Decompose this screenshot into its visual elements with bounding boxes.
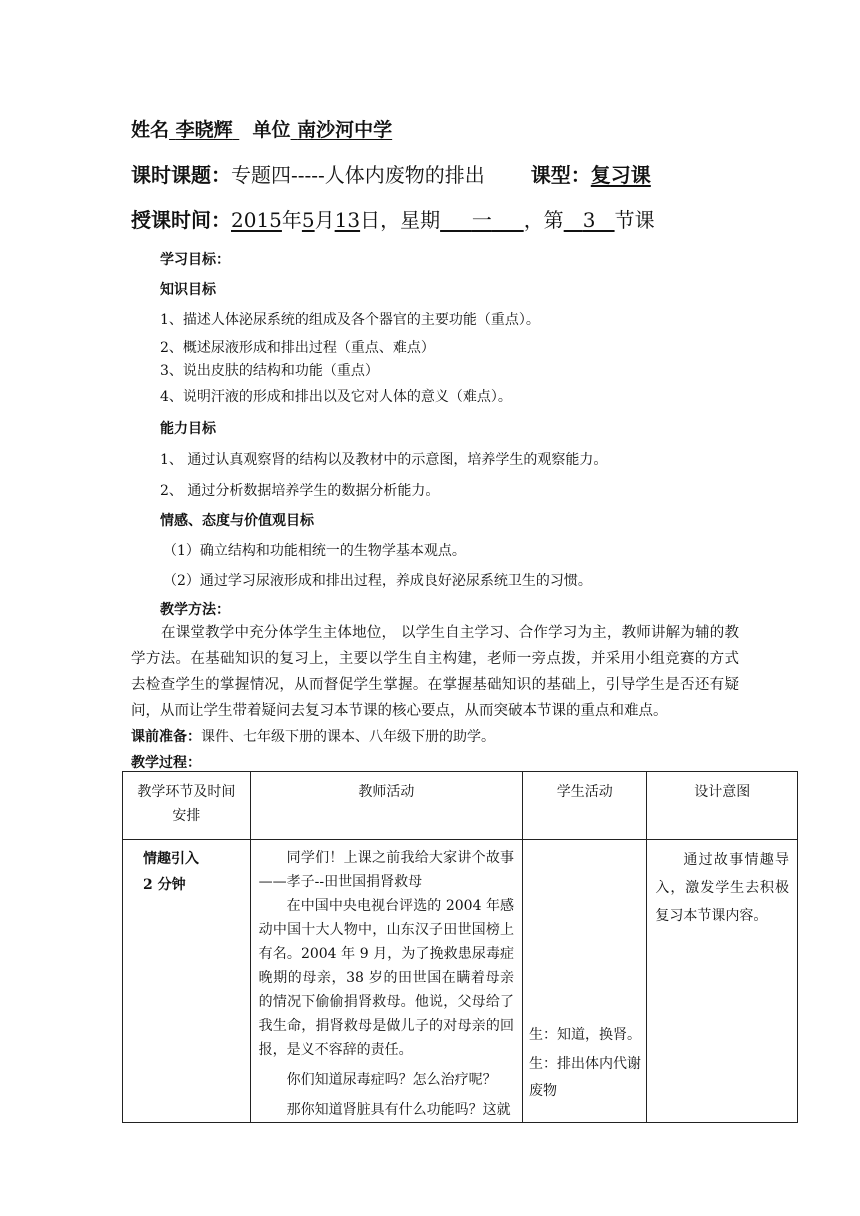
period-suffix: 节课 — [614, 208, 655, 232]
knowledge-item: 2、概述尿液形成和排出过程（重点、难点） — [160, 340, 435, 356]
teacher-paragraph: 同学们！上课之前我给大家讲个故事——孝子--田世国捐肾救母 — [258, 850, 515, 890]
day-value: 13 — [334, 208, 361, 232]
header-design: 设计意图 — [647, 772, 798, 840]
table-row — [123, 840, 798, 1123]
stage-cell — [123, 840, 251, 1123]
design-intent-cell: 通过故事情趣导入，激发学生去积极复习本节课内容。 — [647, 840, 798, 1123]
student-activity-cell — [523, 840, 647, 1123]
unit-value: 南沙河中学 — [297, 119, 393, 141]
day-suffix: 日，星期 — [360, 208, 441, 232]
student-line: 废物 — [529, 1083, 558, 1099]
knowledge-item: 4、说明汗液的形成和排出以及它对人体的意义（难点）。 — [160, 389, 512, 405]
year-suffix: 年 — [281, 208, 302, 232]
knowledge-item: 1、描述人体泌尿系统的组成及各个器官的主要功能（重点）。 — [160, 312, 540, 328]
month-value: 5 — [301, 208, 315, 232]
teacher-paragraph: 你们知道尿毒症吗？怎么治疗呢？ — [286, 1072, 497, 1088]
process-title: 教学过程： — [131, 755, 201, 771]
name-unit-line — [131, 115, 392, 142]
period-prefix: ，第 — [523, 208, 564, 232]
name-value: 李晓辉 — [175, 119, 233, 141]
weekday-value: 一 — [471, 208, 492, 232]
topic-label: 课时课题： — [131, 163, 231, 187]
method-title: 教学方法： — [160, 602, 230, 618]
time-label: 授课时间： — [131, 208, 231, 232]
teacher-paragraph: 那你知道肾脏具有什么功能吗？这就 — [286, 1102, 511, 1118]
knowledge-title: 知识目标 — [160, 282, 216, 298]
knowledge-item: 3、说出皮肤的结构和功能（重点） — [160, 363, 379, 379]
objectives-title: 学习目标： — [160, 252, 230, 268]
prep-line — [131, 726, 495, 746]
method-paragraph: 在课堂教学中充分体学生主体地位， 以学生自主学习、合作学习为主，教师讲解为辅的教学方法。在基础知识的复习上，主要以学生自主构建，老师一旁点拨，并采用小组竞赛的方式去检查学生的掌握情况，从而督促学生掌握。在掌握基础知识的基础上，引导学生是否还有疑问，从而让学生带着疑问去复习本节课的核心要点，从而突破本节课的重点和难点。 — [131, 625, 739, 719]
type-label: 课型： — [530, 163, 591, 187]
process-table — [122, 771, 798, 1123]
stage-name: 情趣引入 — [143, 851, 199, 867]
ability-title: 能力目标 — [160, 421, 216, 437]
emotion-item: （2）通过学习尿液形成和排出过程，养成良好泌尿系统卫生的习惯。 — [163, 573, 592, 589]
student-line: 生：排出体内代谢 — [529, 1056, 642, 1072]
header-student: 学生活动 — [523, 772, 647, 840]
header-teacher: 教师活动 — [250, 772, 522, 840]
period-value: 3 — [582, 208, 596, 232]
header-stage: 教学环节及时间安排 — [123, 772, 251, 840]
student-line: 生：知道，换肾。 — [529, 1027, 642, 1043]
emotion-item: （1）确立结构和功能相统一的生物学基本观点。 — [163, 543, 466, 559]
topic-line — [131, 159, 651, 188]
teacher-paragraph: 在中国中央电视台评选的 2004 年感动中国十大人物中，山东汉子田世国榜上有名。2004 年 9 月，为了挽救患尿毒症晚期的母亲，38 岁的田世国在瞒着母亲的情况下偷偷捐肾救母。他说，父母给了我生命，捐肾救母是做儿子的对母亲的回报，是义不容辞的责任。 — [258, 898, 515, 1058]
month-suffix: 月 — [314, 208, 335, 232]
teacher-activity-cell — [250, 840, 522, 1123]
prep-label: 课前准备： — [131, 729, 201, 745]
stage-duration: 2 分钟 — [143, 877, 186, 893]
emotion-title: 情感、态度与价值观目标 — [160, 513, 314, 529]
table-header-row — [123, 772, 798, 840]
ability-item: 1、 通过认真观察肾的结构以及教材中的示意图，培养学生的观察能力。 — [160, 452, 608, 468]
topic-value: 专题四-----人体内废物的排出 — [231, 163, 485, 187]
unit-label: 单位 — [252, 119, 291, 141]
year-value: 2015 — [231, 208, 282, 232]
ability-item: 2、 通过分析数据培养学生的数据分析能力。 — [160, 483, 440, 499]
name-label: 姓名 — [131, 119, 170, 141]
type-value: 复习课 — [590, 163, 651, 187]
time-line — [131, 204, 655, 233]
prep-text: 课件、七年级下册的课本、八年级下册的助学。 — [201, 729, 495, 745]
